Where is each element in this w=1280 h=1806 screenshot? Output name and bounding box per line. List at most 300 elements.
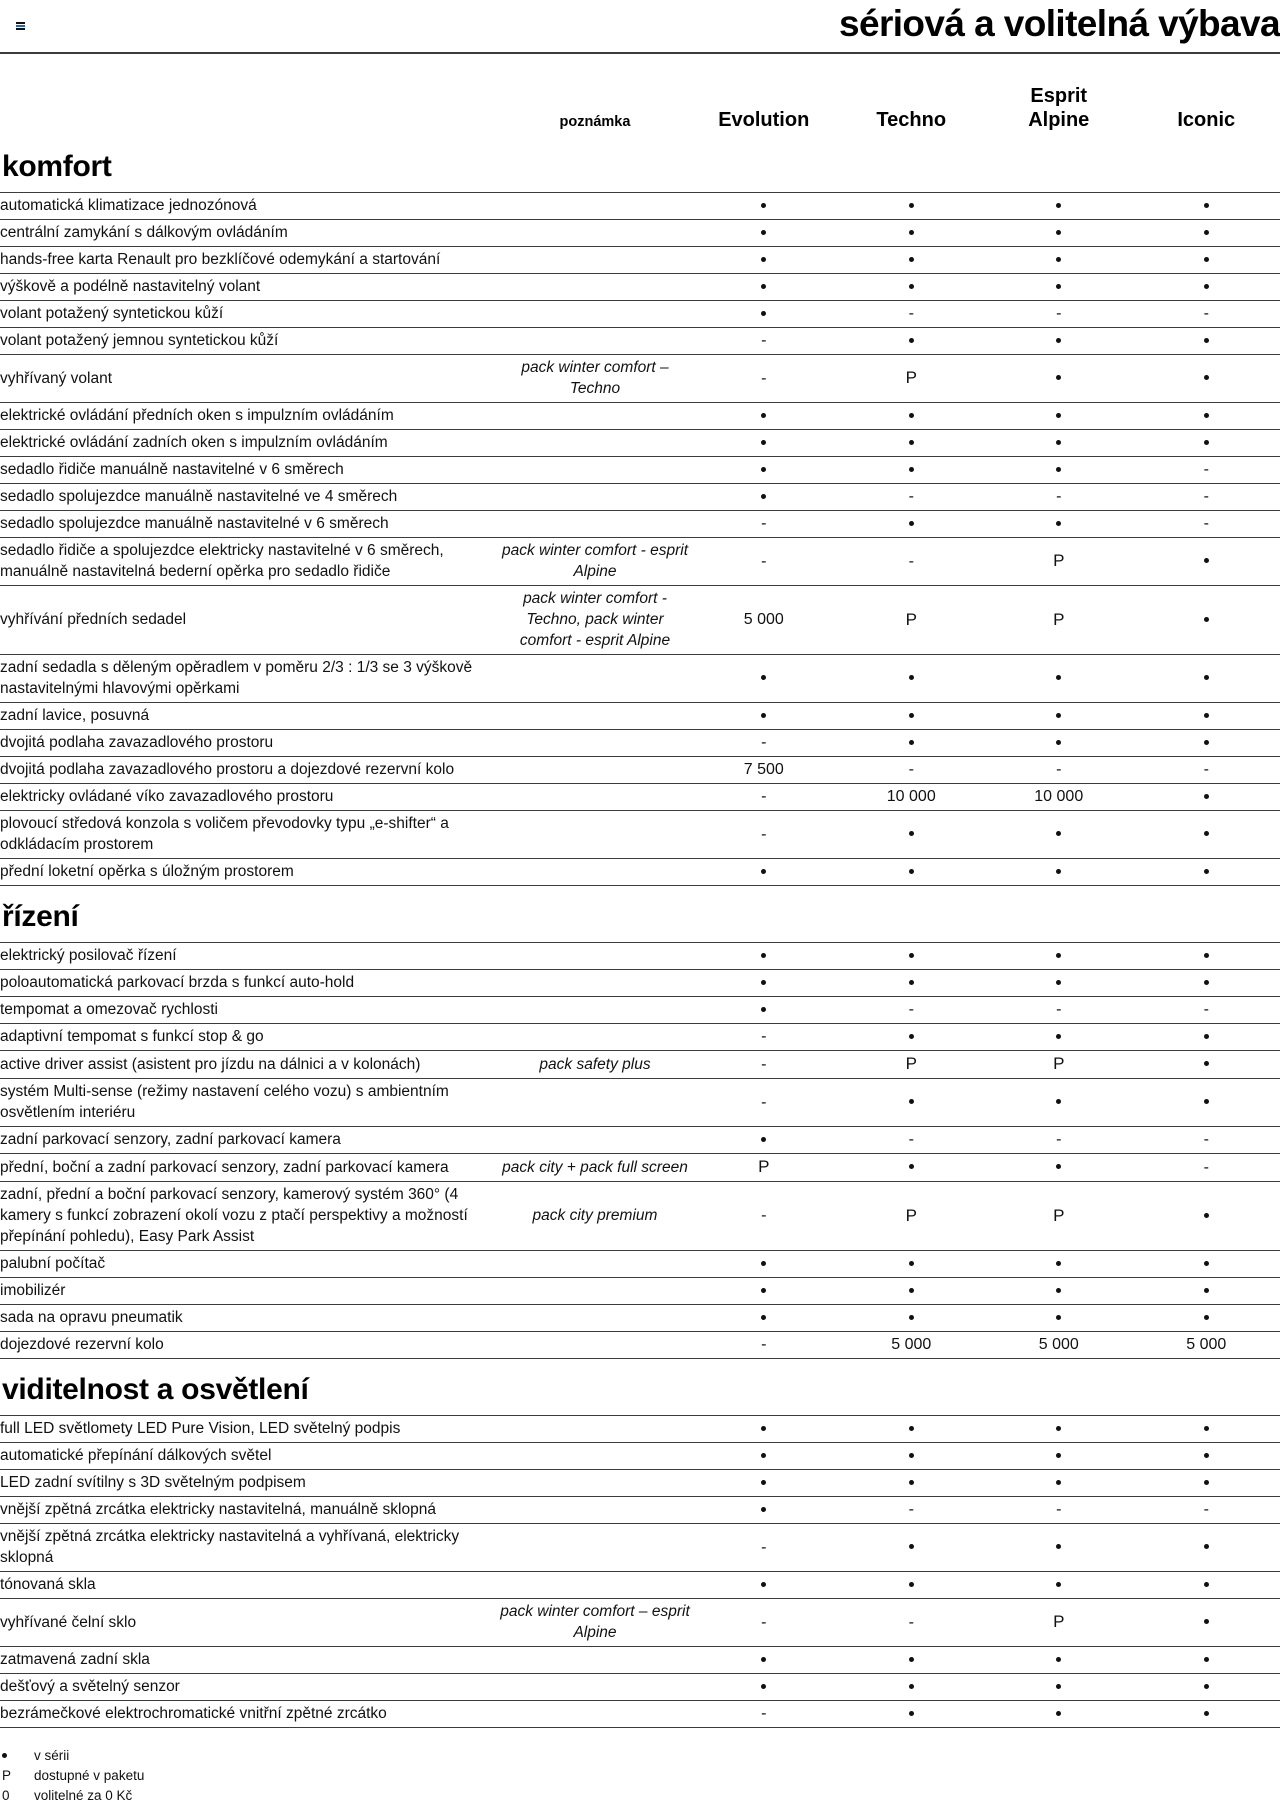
standard-dot-icon [1204,831,1209,836]
value-techno [838,943,986,970]
table-row [0,1647,1280,1674]
value-techno [838,1127,986,1154]
standard-dot-icon [761,413,766,418]
price-value: 5 000 [744,611,784,628]
standard-dot-icon [761,1315,766,1320]
not-available-dash: - [1056,1132,1061,1148]
feature-name: LED zadní svítilny s 3D světelným podpisem [0,1470,500,1497]
standard-dot-icon [1056,1426,1061,1431]
feature-name: dvojitá podlaha zavazadlového prostoru [0,730,500,757]
feature-name: sedadlo spolujezdce manuálně nastavitelné v 6 směrech [0,511,500,538]
pack-marker: P [906,610,917,629]
table-row [0,586,1280,655]
table-row [0,703,1280,730]
not-available-dash: - [1204,516,1209,532]
standard-dot-icon [909,953,914,958]
value-techno [838,1024,986,1051]
standard-dot-icon [1056,1480,1061,1485]
value-iconic [1133,784,1280,811]
standard-dot-icon [1204,338,1209,343]
feature-note [500,1497,690,1524]
not-available-dash: - [761,1057,766,1073]
value-iconic [1133,403,1280,430]
standard-dot-icon [909,980,914,985]
table-row [0,1674,1280,1701]
standard-dot-icon [909,230,914,235]
standard-dot-icon [761,467,766,472]
standard-dot-icon [909,675,914,680]
value-techno [838,970,986,997]
price-value: 10 000 [1034,788,1083,805]
feature-name: automatická klimatizace jednozónová [0,193,500,220]
feature-name: imobilizér [0,1278,500,1305]
feature-name: přední, boční a zadní parkovací senzory, zadní parkovací kamera [0,1154,500,1182]
feature-name: poloautomatická parkovací brzda s funkcí auto-hold [0,970,500,997]
value-iconic [1133,1154,1280,1182]
value-iconic [1133,1470,1280,1497]
standard-dot-icon [1204,1261,1209,1266]
value-esprit-alpine [985,1154,1133,1182]
standard-dot-icon [1204,869,1209,874]
standard-dot-icon [909,713,914,718]
feature-note [500,1701,690,1728]
standard-dot-icon [761,1453,766,1458]
standard-dot-icon [1056,713,1061,718]
price-value: 7 500 [744,761,784,778]
standard-dot-icon [909,1099,914,1104]
standard-dot-icon [1204,1684,1209,1689]
feature-name: elektrické ovládání zadních oken s impulzním ovládáním [0,430,500,457]
not-available-dash: - [1204,762,1209,778]
feature-note [500,220,690,247]
standard-dot-icon [909,338,914,343]
value-techno [838,1251,986,1278]
feature-name: dvojitá podlaha zavazadlového prostoru a dojezdové rezervní kolo [0,757,500,784]
feature-name: výškově a podélně nastavitelný volant [0,274,500,301]
not-available-dash: - [1204,1160,1209,1176]
table-row [0,430,1280,457]
standard-dot-icon [909,1544,914,1549]
value-iconic [1133,757,1280,784]
value-evolution [690,511,838,538]
standard-dot-icon [909,869,914,874]
value-esprit-alpine [985,1497,1133,1524]
not-available-dash: - [909,762,914,778]
feature-note: pack city + pack full screen [500,1154,690,1182]
not-available-dash: - [1204,1002,1209,1018]
standard-dot-icon [1056,257,1061,262]
standard-dot-icon [909,1288,914,1293]
value-esprit-alpine [985,784,1133,811]
value-iconic [1133,1599,1280,1647]
value-techno [838,997,986,1024]
column-header [0,54,1280,140]
table-row [0,1497,1280,1524]
value-evolution [690,1051,838,1079]
standard-dot-icon [1204,713,1209,718]
pack-marker: P [758,1157,769,1176]
feature-note [500,1443,690,1470]
value-iconic [1133,430,1280,457]
legend-text: v sérii [34,1746,1280,1766]
standard-dot-icon [1204,1544,1209,1549]
table-row [0,301,1280,328]
standard-dot-icon [761,311,766,316]
feature-note [500,1332,690,1359]
standard-dot-icon [909,521,914,526]
value-iconic [1133,457,1280,484]
value-techno [838,1647,986,1674]
not-available-dash: - [761,1208,766,1224]
feature-name: dojezdové rezervní kolo [0,1332,500,1359]
feature-note [500,1251,690,1278]
table-row [0,355,1280,403]
feature-note [500,757,690,784]
feature-name: tónovaná skla [0,1572,500,1599]
feature-name: zatmavená zadní skla [0,1647,500,1674]
value-esprit-alpine [985,655,1133,703]
standard-dot-icon [1204,617,1209,622]
value-techno [838,328,986,355]
table-row [0,484,1280,511]
value-iconic [1133,1416,1280,1443]
value-techno [838,247,986,274]
not-available-dash: - [761,1095,766,1111]
price-value: 5 000 [1186,1336,1226,1353]
value-iconic [1133,1332,1280,1359]
value-esprit-alpine [985,1443,1133,1470]
standard-dot-icon [1204,1711,1209,1716]
standard-dot-icon [761,284,766,289]
feature-note [500,430,690,457]
grade-line2: Techno [838,108,986,132]
value-techno [838,784,986,811]
standard-dot-icon [761,713,766,718]
value-evolution [690,274,838,301]
standard-dot-icon [1056,203,1061,208]
feature-name: automatické přepínání dálkových světel [0,1443,500,1470]
value-evolution [690,859,838,886]
value-esprit-alpine [985,511,1133,538]
pack-marker: P [1053,610,1064,629]
spec-table [0,942,1280,1359]
feature-name: volant potažený jemnou syntetickou kůží [0,328,500,355]
table-row [0,943,1280,970]
standard-dot-icon [909,1261,914,1266]
feature-name: active driver assist (asistent pro jízdu na dálnici a v kolonách) [0,1051,500,1079]
value-evolution [690,943,838,970]
table-row [0,403,1280,430]
value-esprit-alpine [985,1127,1133,1154]
feature-name: centrální zamykání s dálkovým ovládáním [0,220,500,247]
table-row [0,538,1280,586]
feature-name: vyhřívání předních sedadel [0,586,500,655]
standard-dot-icon [1204,1619,1209,1624]
value-techno [838,655,986,703]
standard-dot-icon [1056,1657,1061,1662]
not-available-dash: - [761,554,766,570]
value-iconic [1133,1079,1280,1127]
table-row [0,1024,1280,1051]
standard-dot-icon [909,440,914,445]
standard-dot-icon [761,1288,766,1293]
feature-name: sedadlo řidiče manuálně nastavitelné v 6 směrech [0,457,500,484]
standard-dot-icon [1204,740,1209,745]
value-evolution [690,1647,838,1674]
section-title: řízení [2,900,1280,934]
feature-name: plovoucí středová konzola s voličem převodovky typu „e-shifter“ a odkládacím prostorem [0,811,500,859]
value-techno [838,1416,986,1443]
value-evolution [690,703,838,730]
feature-name: elektrický posilovač řízení [0,943,500,970]
not-available-dash: - [909,1132,914,1148]
value-iconic [1133,1127,1280,1154]
feature-note [500,784,690,811]
feature-note: pack winter comfort - esprit Alpine [500,538,690,586]
value-techno [838,1497,986,1524]
legend-symbol [2,1746,34,1766]
value-evolution [690,811,838,859]
feature-note [500,1572,690,1599]
value-evolution [690,1470,838,1497]
feature-name: tempomat a omezovač rychlosti [0,997,500,1024]
page-header [0,0,1280,52]
table-row [0,1416,1280,1443]
feature-note [500,811,690,859]
page-content [0,54,1280,1806]
pack-marker: P [1053,1612,1064,1631]
value-techno [838,586,986,655]
feature-name: vnější zpětná zrcátka elektricky nastavitelná, manuálně sklopná [0,1497,500,1524]
not-available-dash: - [1204,1502,1209,1518]
value-esprit-alpine [985,997,1133,1024]
value-esprit-alpine [985,1051,1133,1079]
value-iconic [1133,511,1280,538]
value-evolution [690,1497,838,1524]
table-row [0,457,1280,484]
standard-dot-icon [1056,953,1061,958]
value-esprit-alpine [985,403,1133,430]
value-esprit-alpine [985,586,1133,655]
value-evolution [690,1443,838,1470]
feature-note [500,1647,690,1674]
value-esprit-alpine [985,538,1133,586]
value-evolution [690,328,838,355]
value-esprit-alpine [985,193,1133,220]
not-available-dash: - [1204,306,1209,322]
feature-name: zadní sedadla s děleným opěradlem v poměru 2/3 : 1/3 se 3 výškově nastavitelnými hlavovými opěrkami [0,655,500,703]
value-iconic [1133,655,1280,703]
feature-name: přední loketní opěrka s úložným prostorem [0,859,500,886]
value-esprit-alpine [985,1079,1133,1127]
grade-line2: Iconic [1133,108,1280,132]
table-row [0,1278,1280,1305]
standard-dot-icon [1056,1164,1061,1169]
value-iconic [1133,355,1280,403]
table-row [0,274,1280,301]
standard-dot-icon [1204,1061,1209,1066]
feature-note: pack winter comfort – Techno [500,355,690,403]
standard-dot-icon [909,831,914,836]
table-row [0,757,1280,784]
value-evolution [690,1024,838,1051]
not-available-dash: - [761,1029,766,1045]
value-esprit-alpine [985,1470,1133,1497]
standard-dot-icon [761,1582,766,1587]
value-iconic [1133,1572,1280,1599]
standard-dot-icon [1204,284,1209,289]
feature-name: vnější zpětná zrcátka elektricky nastavitelná a vyhřívaná, elektricky sklopná [0,1524,500,1572]
value-iconic [1133,1278,1280,1305]
value-iconic [1133,997,1280,1024]
value-esprit-alpine [985,859,1133,886]
value-evolution [690,193,838,220]
value-iconic [1133,328,1280,355]
value-iconic [1133,1443,1280,1470]
standard-dot-icon [909,1034,914,1039]
spec-table [0,1415,1280,1728]
standard-dot-icon [1056,1034,1061,1039]
value-evolution [690,355,838,403]
value-iconic [1133,301,1280,328]
value-iconic [1133,1524,1280,1572]
standard-dot-icon [761,1507,766,1512]
standard-dot-icon [1056,740,1061,745]
table-row [0,1599,1280,1647]
table-row [0,655,1280,703]
standard-dot-icon [1204,1426,1209,1431]
feature-note [500,703,690,730]
feature-note [500,484,690,511]
value-evolution [690,1572,838,1599]
feature-note: pack city premium [500,1182,690,1251]
value-esprit-alpine [985,730,1133,757]
standard-dot-icon [761,257,766,262]
section-title: viditelnost a osvětlení [2,1373,1280,1407]
standard-dot-icon [1056,284,1061,289]
not-available-dash: - [1056,1502,1061,1518]
value-techno [838,859,986,886]
value-evolution [690,538,838,586]
standard-dot-icon [909,1453,914,1458]
price-value: 10 000 [887,788,936,805]
feature-name: elektricky ovládané víko zavazadlového prostoru [0,784,500,811]
value-techno [838,1443,986,1470]
feature-note [500,328,690,355]
value-techno [838,1599,986,1647]
standard-dot-icon [1204,794,1209,799]
table-row [0,1182,1280,1251]
not-available-dash: - [761,1706,766,1722]
feature-note [500,655,690,703]
value-iconic [1133,1701,1280,1728]
not-available-dash: - [1204,489,1209,505]
value-esprit-alpine [985,811,1133,859]
table-row [0,220,1280,247]
value-evolution [690,784,838,811]
value-evolution [690,1079,838,1127]
not-available-dash: - [761,1540,766,1556]
standard-dot-icon [1056,338,1061,343]
standard-dot-icon [1056,440,1061,445]
value-evolution [690,457,838,484]
value-evolution [690,1127,838,1154]
value-techno [838,811,986,859]
feature-note [500,1416,690,1443]
feature-name: adaptivní tempomat s funkcí stop & go [0,1024,500,1051]
standard-dot-icon [1056,1288,1061,1293]
value-techno [838,1572,986,1599]
value-iconic [1133,193,1280,220]
not-available-dash: - [909,1615,914,1631]
value-techno [838,1524,986,1572]
standard-dot-icon [909,1657,914,1662]
value-iconic [1133,484,1280,511]
standard-dot-icon [761,1684,766,1689]
value-esprit-alpine [985,703,1133,730]
value-iconic [1133,943,1280,970]
standard-dot-icon [761,675,766,680]
feature-note [500,274,690,301]
value-techno [838,1332,986,1359]
feature-note [500,457,690,484]
standard-dot-icon [1056,1582,1061,1587]
table-row [0,1443,1280,1470]
standard-dot-icon [1056,230,1061,235]
value-esprit-alpine [985,1182,1133,1251]
feature-note [500,1470,690,1497]
table-row [0,970,1280,997]
table-row [0,784,1280,811]
not-available-dash: - [761,1337,766,1353]
standard-dot-icon [1204,257,1209,262]
table-row [0,997,1280,1024]
table-row [0,1154,1280,1182]
feature-name: palubní počítač [0,1251,500,1278]
standard-dot-icon [761,1261,766,1266]
feature-note: pack winter comfort - Techno, pack winter comfort - esprit Alpine [500,586,690,655]
value-evolution [690,403,838,430]
standard-dot-icon [761,1007,766,1012]
value-esprit-alpine [985,970,1133,997]
value-iconic [1133,1182,1280,1251]
price-value: 5 000 [1039,1336,1079,1353]
value-evolution [690,997,838,1024]
standard-dot-icon [1056,1711,1061,1716]
table-row [0,193,1280,220]
value-evolution [690,1154,838,1182]
feature-note [500,247,690,274]
feature-note [500,193,690,220]
feature-name: vyhřívaný volant [0,355,500,403]
feature-name: dešťový a světelný senzor [0,1674,500,1701]
value-techno [838,274,986,301]
standard-dot-icon [761,203,766,208]
value-techno [838,1051,986,1079]
standard-dot-icon [909,203,914,208]
standard-dot-icon [2,1753,7,1758]
standard-dot-icon [1204,1099,1209,1104]
value-iconic [1133,538,1280,586]
standard-dot-icon [1204,1034,1209,1039]
standard-dot-icon [1204,1315,1209,1320]
standard-dot-icon [909,740,914,745]
standard-dot-icon [1204,1288,1209,1293]
value-iconic [1133,1251,1280,1278]
standard-dot-icon [909,1582,914,1587]
standard-dot-icon [761,1426,766,1431]
standard-dot-icon [909,1684,914,1689]
